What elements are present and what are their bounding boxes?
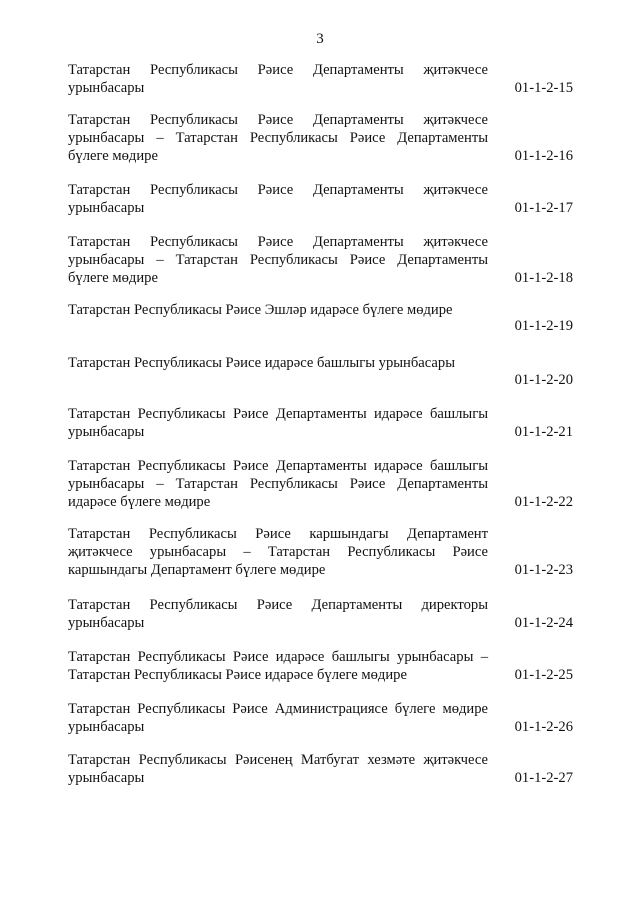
- entry-title: Татарстан Республикасы Рәисе Эшләр идарәсе бүлеге мөдире: [68, 302, 453, 318]
- list-item: [68, 525, 573, 579]
- list-item: [68, 596, 573, 632]
- list-item: [68, 354, 573, 389]
- entry-title: Татарстан Республикасы Рәисе Департаменты идарәсе башлыгы урынбасары: [68, 406, 488, 440]
- entry-code: 01-1-2-20: [514, 372, 573, 388]
- entry-code: 01-1-2-16: [514, 148, 573, 164]
- list-item: [68, 111, 573, 165]
- page-number: 3: [316, 31, 324, 47]
- entry-title: Татарстан Республикасы Рәисе Департаменты җитәкчесе урынбасары – Татарстан Республикасы Рәисе Департаменты бүлеге мөдире: [68, 234, 488, 286]
- entry-title: Татарстан Республикасы Рәисе идарәсе башлыгы урынбасары – Татарстан Республикасы Рәисе идарәсе бүлеге мөдире: [68, 649, 488, 683]
- entry-title: Татарстан Республикасы Рәисенең Матбугат хезмәте җитәкчесе урынбасары: [68, 752, 488, 786]
- entry-code: 01-1-2-15: [514, 80, 573, 96]
- entry-title: Татарстан Республикасы Рәисе Департаменты директоры урынбасары: [68, 597, 488, 631]
- entry-code: 01-1-2-19: [514, 318, 573, 334]
- entry-code: 01-1-2-25: [514, 667, 573, 683]
- list-item: [68, 233, 573, 287]
- list-item: [68, 648, 573, 684]
- entry-code: 01-1-2-23: [514, 562, 573, 578]
- list-item: [68, 61, 573, 97]
- list-item: [68, 457, 573, 511]
- entry-code: 01-1-2-26: [514, 719, 573, 735]
- entry-code: 01-1-2-17: [514, 200, 573, 216]
- entry-title: Татарстан Республикасы Рәисе идарәсе башлыгы урынбасары: [68, 355, 456, 371]
- entry-title: Татарстан Республикасы Рәисе Департаменты идарәсе башлыгы урынбасары – Татарстан Республикасы Рәисе Департаменты идарәсе бүлеге мөдире: [68, 458, 488, 510]
- entry-title: Татарстан Республикасы Рәисе Администрациясе бүлеге мөдире урынбасары: [68, 701, 488, 735]
- entry-title: Татарстан Республикасы Рәисе Департаменты җитәкчесе урынбасары: [68, 182, 488, 216]
- list-item: [68, 301, 573, 335]
- list-item: [68, 700, 573, 736]
- list-item: [68, 181, 573, 217]
- entry-title: Татарстан Республикасы Рәисе Департаменты җитәкчесе урынбасары: [68, 62, 488, 96]
- entry-code: 01-1-2-24: [514, 615, 573, 631]
- entry-code: 01-1-2-21: [514, 424, 573, 440]
- list-item: [68, 405, 573, 441]
- entry-code: 01-1-2-27: [514, 770, 573, 786]
- list-item: [68, 751, 573, 787]
- entry-code: 01-1-2-18: [514, 270, 573, 286]
- entry-title: Татарстан Республикасы Рәисе каршындагы Департамент җитәкчесе урынбасары – Татарстан Республикасы Рәисе каршындагы Департамент бүлеге мөдире: [68, 526, 488, 578]
- entry-title: Татарстан Республикасы Рәисе Департаменты җитәкчесе урынбасары – Татарстан Республикасы Рәисе Департаменты бүлеге мөдире: [68, 112, 488, 164]
- entry-code: 01-1-2-22: [514, 494, 573, 510]
